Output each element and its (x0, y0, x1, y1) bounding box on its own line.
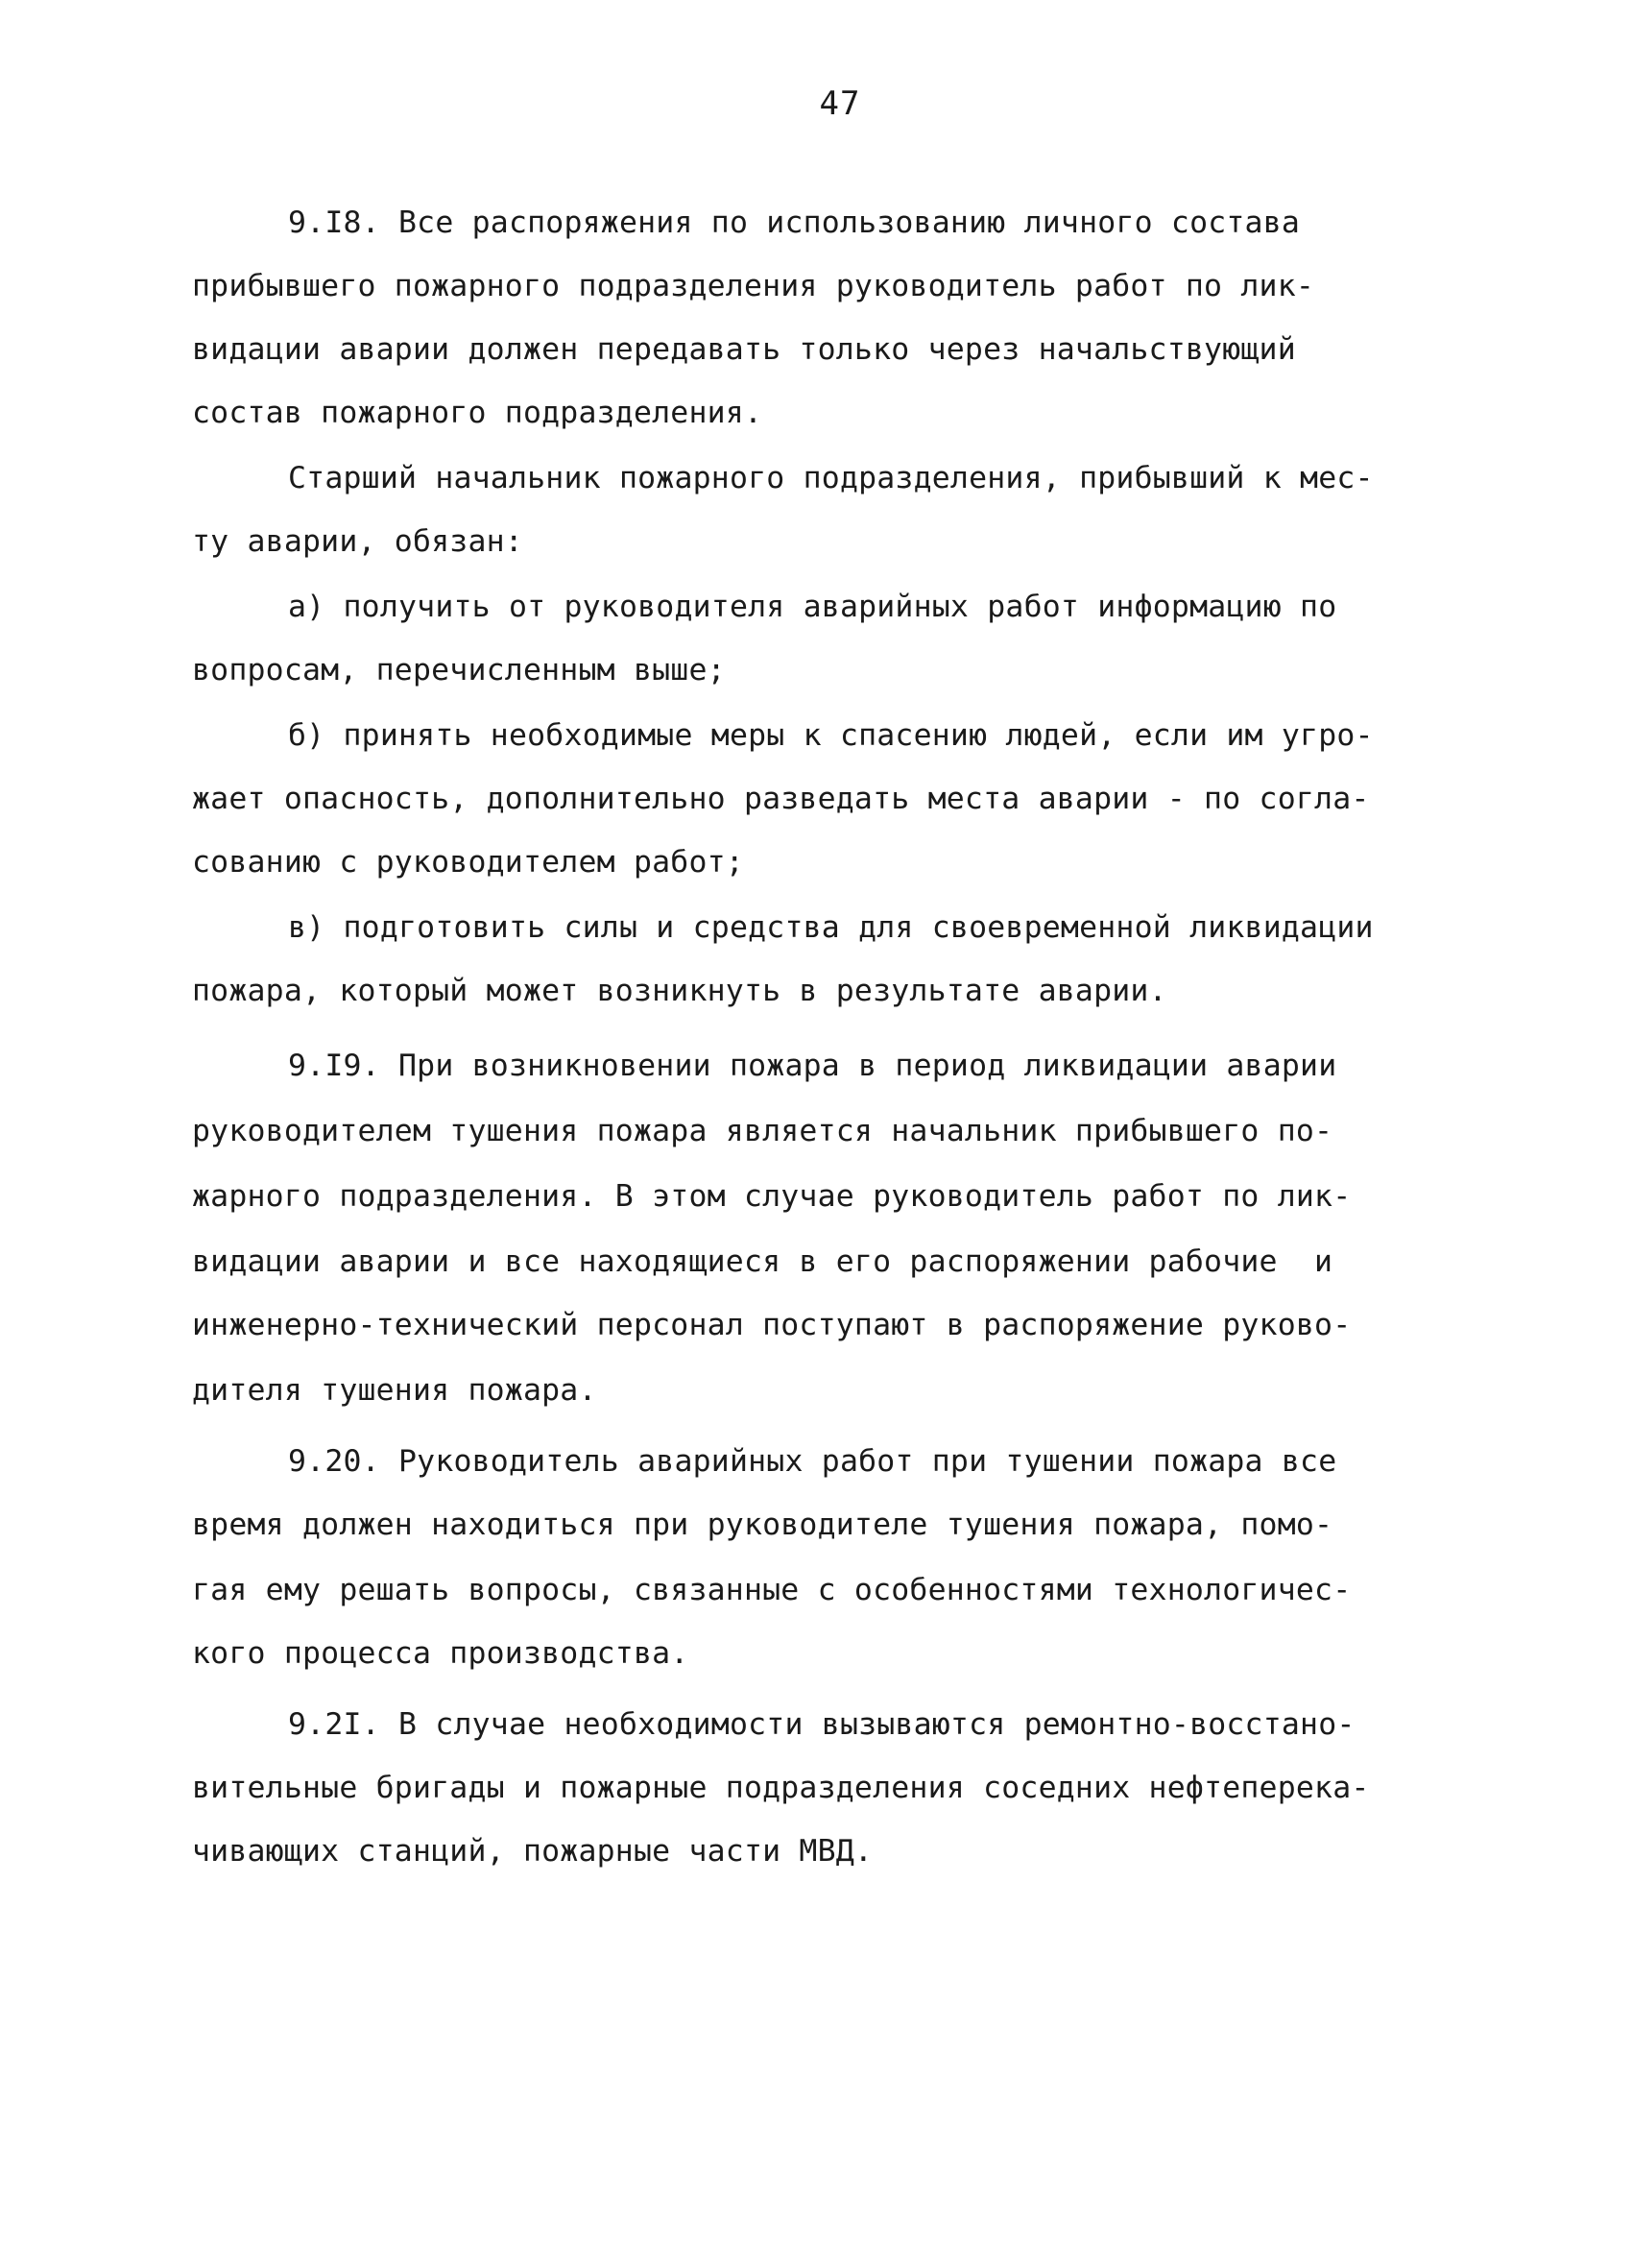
text-line: 9.I8. Все распоряжения по использованию личного состава (288, 205, 1301, 240)
text-line: вительные бригады и пожарные подразделения соседних нефтеперека- (192, 1771, 1370, 1805)
text-line: пожара, который может возникнуть в результате аварии. (192, 974, 1167, 1008)
text-line: 9.2I. В случае необходимости вызываются ремонтно-восстано- (288, 1707, 1356, 1742)
page-number: 47 (819, 84, 861, 123)
text-line: Старший начальник пожарного подразделения, прибывший к мес- (288, 461, 1374, 495)
text-line: жает опасность, дополнительно разведать места аварии - по согла- (192, 782, 1370, 816)
text-line: видации аварии должен передавать только через начальствующий (192, 332, 1296, 367)
text-line: сованию с руководителем работ; (192, 845, 744, 880)
text-line: видации аварии и все находящиеся в его распоряжении рабочие и (192, 1244, 1333, 1279)
text-line: руководителем тушения пожара является начальник прибывшего по- (192, 1114, 1333, 1148)
text-line: дителя тушения пожара. (192, 1373, 597, 1408)
text-line: 9.I9. При возникновении пожара в период ликвидации аварии (288, 1049, 1337, 1083)
text-line: гая ему решать вопросы, связанные с особенностями технологичес- (192, 1573, 1352, 1607)
text-line: а) получить от руководителя аварийных работ информацию по (288, 590, 1337, 624)
text-line: инженерно-технический персонал поступают в распоряжение руково- (192, 1308, 1352, 1342)
text-line: чивающих станций, пожарные части МВД. (192, 1834, 874, 1869)
text-line: кого процесса производства. (192, 1636, 689, 1671)
text-line: время должен находиться при руководителе тушения пожара, помо- (192, 1508, 1333, 1542)
text-line: в) подготовить силы и средства для своевременной ликвидации (288, 910, 1374, 945)
text-line: жарного подразделения. В этом случае руководитель работ по лик- (192, 1179, 1352, 1214)
text-line: ту аварии, обязан: (192, 524, 523, 559)
text-line: 9.20. Руководитель аварийных работ при тушении пожара все (288, 1444, 1337, 1479)
text-line: состав пожарного подразделения. (192, 396, 763, 430)
text-line: вопросам, перечисленным выше; (192, 653, 726, 688)
text-line: б) принять необходимые меры к спасению людей, если им угро- (288, 718, 1374, 753)
text-line: прибывшего пожарного подразделения руководитель работ по лик- (192, 269, 1315, 303)
